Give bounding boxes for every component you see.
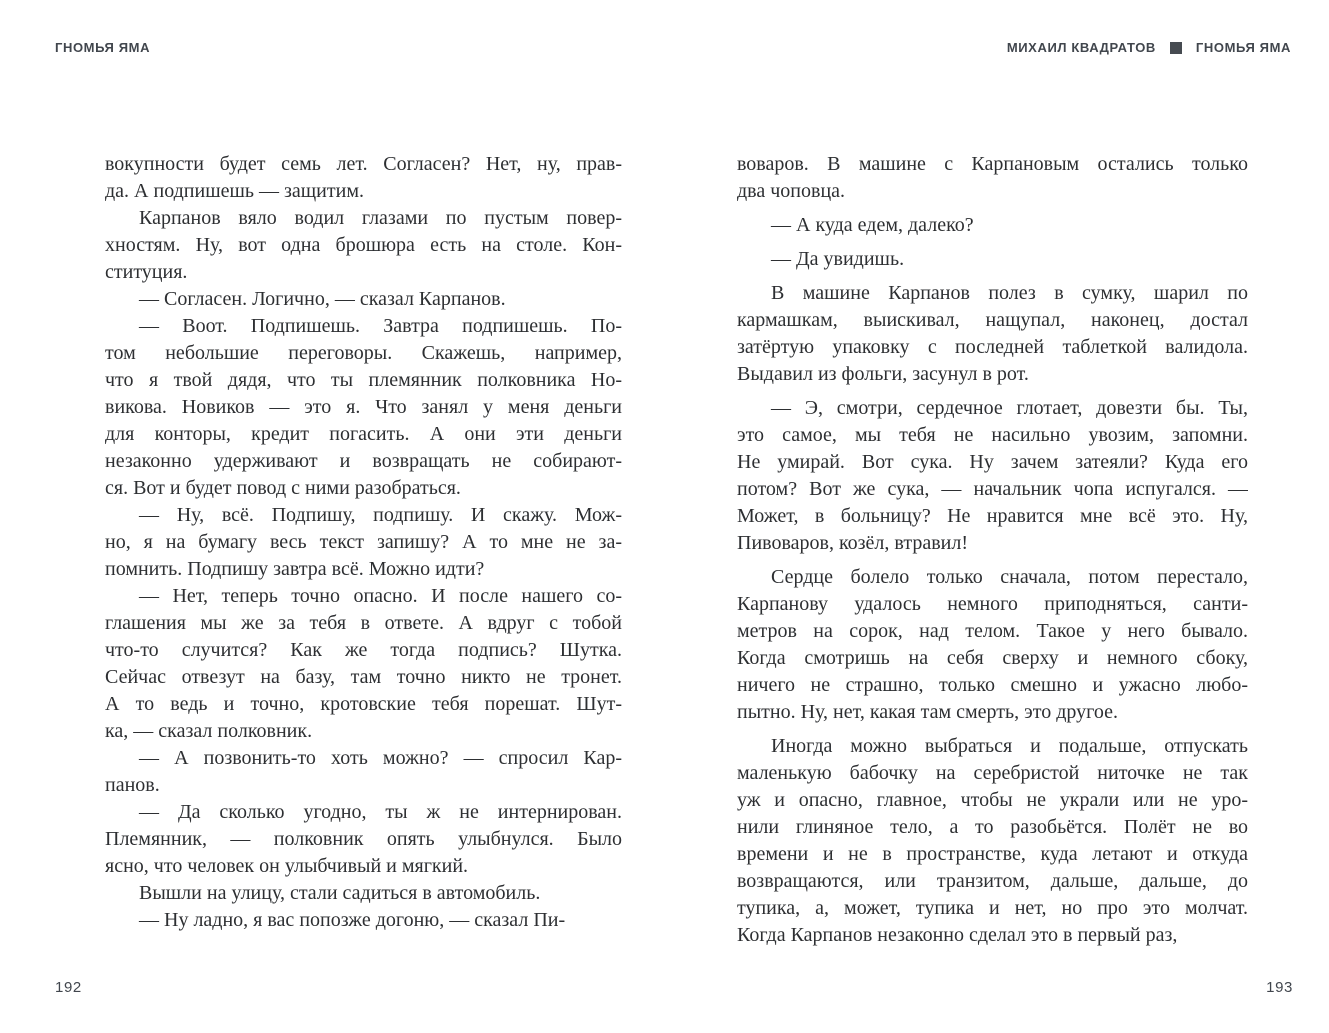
text-line: Вышли на улицу, стали садиться в автомобиль. [139, 882, 541, 904]
paragraph [737, 280, 1248, 388]
text-line: это самое, мы тебя не насильно увозим, запомни. [737, 424, 1248, 446]
text-line: маленькую бабочку на серебристой ниточке не так [737, 762, 1248, 784]
text-line: панов. [105, 774, 160, 796]
text-line: тупика, а, может, тупика и нет, но про это молчат. [737, 897, 1248, 919]
text-line: Не умирай. Вот сука. Ну зачем затеяли? Куда его [737, 451, 1248, 473]
paragraph [105, 502, 622, 583]
paragraph [737, 151, 1248, 205]
text-line: Сейчас отвезут на базу, там точно никто не тронет. [105, 666, 622, 688]
right-running-head [1007, 40, 1291, 55]
text-line: помнить. Подпишу завтра всё. Можно идти? [105, 558, 485, 580]
paragraph [737, 733, 1248, 949]
paragraph [737, 246, 1248, 273]
left-page-text-column [105, 151, 622, 934]
text-line: — Воот. Подпишешь. Завтра подпишешь. По- [139, 315, 622, 337]
text-line: Выдавил из фольги, засунул в рот. [737, 363, 1029, 385]
text-line: — Ну, всё. Подпишу, подпишу. И скажу. Мож- [139, 504, 622, 526]
text-line: — Согласен. Логично, — сказал Карпанов. [139, 288, 506, 310]
text-line: — Э, смотри, сердечное глотает, довезти бы. Ты, [771, 397, 1248, 419]
text-line: Когда смотришь на себя сверху и немного сбоку, [737, 647, 1248, 669]
text-line: да. А подпишешь — защитим. [105, 180, 364, 202]
text-line: Карпанов вяло водил глазами по пустым повер- [139, 207, 622, 229]
text-line: два чоповца. [737, 180, 846, 202]
text-line: нили глиняное тело, а то разобьётся. Полёт не во [737, 816, 1248, 838]
text-line: А то ведь и точно, кротовские тебя порешат. Шут- [105, 693, 622, 715]
text-line: том небольшие переговоры. Скажешь, например, [105, 342, 622, 364]
paragraph [105, 313, 622, 502]
text-line: — А позвонить-то хоть можно? — спросил Кар- [139, 747, 622, 769]
text-line: Карпанову удалось немного приподняться, санти- [737, 593, 1248, 615]
text-line: ся. Вот и будет повод с ними разобраться. [105, 477, 461, 499]
left-running-head [55, 40, 150, 55]
text-line: что-то случится? Как же тогда подпись? Шутка. [105, 639, 622, 661]
paragraph [737, 395, 1248, 557]
paragraph [105, 151, 622, 205]
text-line: пытно. Ну, нет, какая там смерть, это другое. [737, 701, 1118, 723]
left-header-book-title: ГНОМЬЯ ЯМА [55, 40, 151, 55]
text-line: ка, — сказал полковник. [105, 720, 313, 742]
paragraph [737, 212, 1248, 239]
text-line: Иногда можно выбраться и подальше, отпускать [771, 735, 1248, 757]
text-line: затёртую упаковку с последней таблеткой валидола. [737, 336, 1248, 358]
text-line: Племянник, — полковник опять улыбнулся. Было [105, 828, 622, 850]
text-line: вокупности будет семь лет. Согласен? Нет, ну, прав- [105, 153, 622, 175]
paragraph [105, 799, 622, 880]
text-line: для конторы, кредит погасить. А они эти деньги [105, 423, 622, 445]
text-line: потом? Вот же сука, — начальник чопа испугался. — [737, 478, 1248, 500]
square-separator-icon [1170, 42, 1182, 54]
text-line: ституция. [105, 261, 188, 283]
paragraph [105, 880, 622, 907]
text-line: В машине Карпанов полез в сумку, шарил по [771, 282, 1248, 304]
right-page-text-column [737, 151, 1248, 949]
text-line: Когда Карпанов незаконно сделал это в первый раз, [737, 924, 1178, 946]
text-line: Может, в больницу? Не нравится мне всё это. Ну, [737, 505, 1248, 527]
paragraph [105, 286, 622, 313]
paragraph [105, 745, 622, 799]
text-line: глашения мы же за тебя в ответе. А вдруг с тобой [105, 612, 622, 634]
text-line: ничего не страшно, только смешно и ужасно любо- [737, 674, 1248, 696]
text-line: что я твой дядя, что ты племянник полковника Но- [105, 369, 622, 391]
paragraph [105, 583, 622, 745]
right-page-number: 193 [1266, 979, 1293, 996]
right-header-author: МИХАИЛ КВАДРАТОВ [1006, 40, 1156, 55]
text-line: — Да увидишь. [771, 248, 905, 270]
right-header-book-title: ГНОМЬЯ ЯМА [1195, 40, 1291, 55]
text-line: воваров. В машине с Карпановым остались только [737, 153, 1248, 175]
paragraph [105, 205, 622, 286]
text-line: кармашкам, выискивал, нащупал, наконец, достал [737, 309, 1248, 331]
text-line: времени и не в пространстве, куда летают и откуда [737, 843, 1248, 865]
text-line: уж и опасно, главное, чтобы не украли или не уро- [737, 789, 1248, 811]
text-line: викова. Новиков — это я. Что занял у меня деньги [105, 396, 622, 418]
text-line: — А куда едем, далеко? [771, 214, 974, 236]
text-line: — Нет, теперь точно опасно. И после нашего со- [139, 585, 622, 607]
paragraph [105, 907, 622, 934]
text-line: метров на сорок, над телом. Такое у него бывало. [737, 620, 1248, 642]
text-line: хностям. Ну, вот одна брошюра есть на столе. Кон- [105, 234, 622, 256]
text-line: Пивоваров, козёл, втравил! [737, 532, 969, 554]
text-line: незаконно удерживают и возвращать не собирают- [105, 450, 622, 472]
text-line: — Ну ладно, я вас попозже догоню, — сказал Пи- [139, 909, 566, 931]
left-page-number: 192 [55, 979, 82, 996]
text-line: ясно, что человек он улыбчивый и мягкий. [105, 855, 469, 877]
paragraph [737, 564, 1248, 726]
text-line: — Да сколько угодно, ты ж не интернирован. [139, 801, 622, 823]
text-line: но, я на бумагу весь текст запишу? А то мне не за- [105, 531, 622, 553]
text-line: Сердце болело только сначала, потом перестало, [771, 566, 1248, 588]
text-line: возвращаются, или транзитом, дальше, дальше, до [737, 870, 1248, 892]
